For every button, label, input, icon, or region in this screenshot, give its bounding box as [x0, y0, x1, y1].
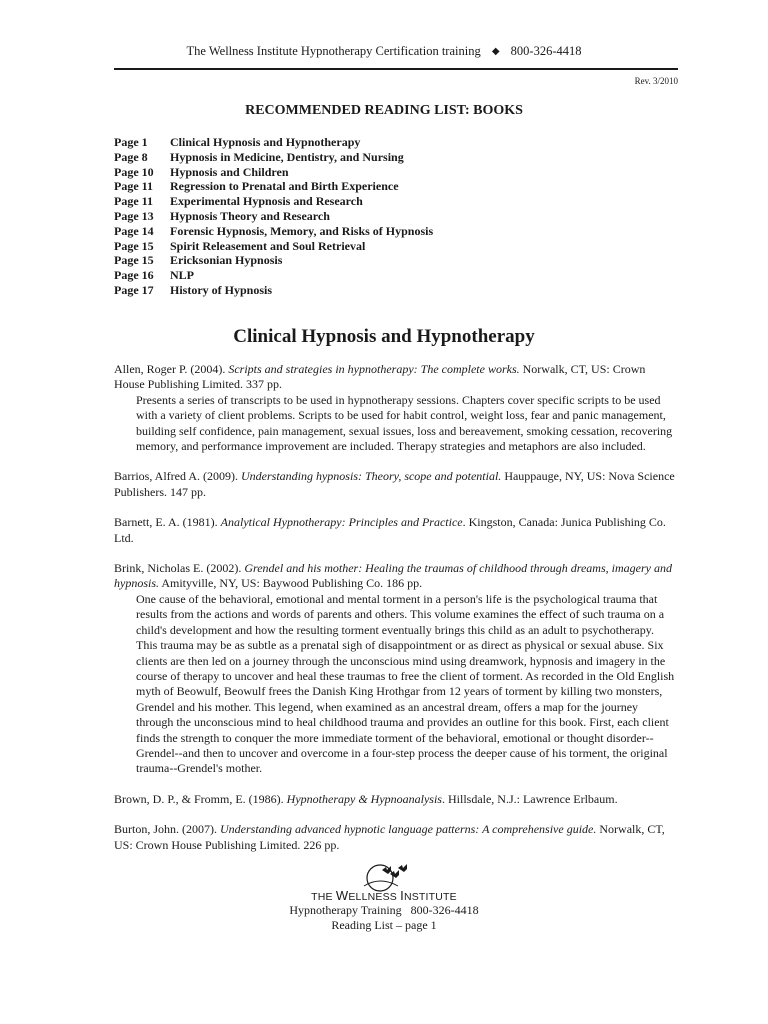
citation-publisher: . Hillsdale, N.J.: Lawrence Erlbaum.: [441, 791, 618, 806]
toc-row: [114, 165, 433, 180]
header-rule: [114, 68, 678, 70]
citation-title: Grendel and his mother: Healing the traumas of childhood through dreams, imagery and hypnosis.: [114, 561, 672, 591]
toc-row: [114, 135, 433, 150]
section-heading: Clinical Hypnosis and Hypnotherapy: [233, 326, 535, 347]
header-text: The Wellness Institute Hypnotherapy Certification training: [186, 44, 481, 58]
citation-title: Understanding advanced hypnotic language patterns: A comprehensive guide.: [220, 822, 597, 837]
footer-contact: Hypnotherapy Training 800-326-4418: [289, 903, 479, 917]
logo-initial-i: I: [400, 888, 404, 903]
citation-title: Understanding hypnosis: Theory, scope and potential.: [240, 469, 502, 484]
citation: [114, 515, 676, 546]
toc-topic: NLP: [170, 268, 194, 283]
toc-topic: Clinical Hypnosis and Hypnotherapy: [170, 135, 361, 149]
page-title: RECOMMENDED READING LIST: BOOKS: [245, 103, 523, 118]
citation-author: Barrios, Alfred A. (2009).: [114, 469, 241, 484]
toc-page: Page 1: [114, 135, 148, 149]
citation-publisher: Norwalk, CT, US: Crown House Publishing Limited. 337 pp.: [114, 362, 646, 392]
toc-topic: Experimental Hypnosis and Research: [170, 194, 363, 209]
toc-row: [114, 150, 433, 165]
logo-word-ellness: ELLNESS: [348, 891, 401, 903]
toc-row: [114, 179, 433, 194]
bibliography-entry: [114, 469, 676, 500]
revision-label: Rev. 3/2010: [634, 76, 678, 86]
citation-publisher: Norwalk, CT, US: Crown House Publishing Limited. 226 pp.: [114, 822, 665, 852]
toc-page: Page 10: [114, 164, 154, 179]
citation-title: Scripts and strategies in hypnotherapy: The complete works.: [228, 362, 520, 376]
toc-page: Page 11: [114, 194, 153, 209]
citation: [114, 469, 676, 500]
toc-page: Page 14: [114, 223, 154, 238]
toc-page: Page 17: [114, 282, 154, 297]
logo-initial-w: W: [335, 888, 349, 903]
toc-row: [114, 224, 433, 239]
page-footer: [0, 856, 768, 933]
logo-word-the: THE: [311, 891, 336, 903]
table-of-contents: [114, 135, 433, 298]
bibliography-entry: [114, 362, 676, 454]
toc-page: Page 11: [114, 179, 153, 194]
citation: [114, 792, 676, 807]
entry-description: One cause of the behavioral, emotional and mental torment in a person's life is the psychological trauma that results from the actions and words of parents and others. This volume examines the effect of such trauma on a child's development and how the resulting torment eventually brings this child as an adult to psychotherapy. This trauma may be as subtle as a prenatal sigh of disappointment or as direct as physical or sexual abuse. Six clients are then led on a journey through the unconscious mind using dreamwork, hypnosis and imagery in the course of therapy to uncover and heal these traumas to free the client of torment. As recorded in the Old English myth of Beowulf, Beowulf frees the Danish King Hrothgar from 12 years of torment by killing two monsters, Grendel and his mother. This legend, when examined as an ancestral dream, offers a map for the journey through the unconscious mind to heal childhood trauma and provides an outline for this book. First, each client finds the strength to conquer the more immediate torment of the behavioral, emotional or thought disorder--Grendel--and then to uncover and overcome in a four-step process the deeper cause of his torment, the original trauma--Grendel's mother.: [136, 591, 675, 776]
citation: [114, 822, 676, 853]
toc-topic: Ericksonian Hypnosis: [170, 253, 283, 268]
citation-author: Brown, D. P., & Fromm, E. (1986).: [114, 791, 287, 806]
bibliography-entry: [114, 561, 676, 777]
citation-publisher: Hauppauge, NY, US: Nova Science Publishers. 147 pp.: [114, 469, 675, 499]
citation: [114, 362, 676, 393]
footer-page-label: Reading List – page 1: [331, 918, 437, 932]
toc-topic: Hypnosis in Medicine, Dentistry, and Nursing: [170, 149, 404, 164]
entry-description: Presents a series of transcripts to be used in hypnotherapy sessions. Chapters cover specific scripts to be used with a variety of client problems. Scripts to be used for habit control, weight loss, fear and panic management, building self confidence, pain management, sexual issues, loss and bereavement, smoking cessation, recovering memory, and performance improvement are included. Therapy strategies and metaphors are also included.: [136, 392, 673, 454]
toc-row: [114, 239, 433, 254]
citation-author: Allen, Roger P. (2004).: [114, 362, 229, 376]
citation-publisher: . Kingston, Canada: Junica Publishing Co. Ltd.: [114, 515, 666, 545]
citation-author: Barnett, E. A. (1981).: [114, 515, 221, 530]
toc-page: Page 15: [114, 253, 154, 268]
citation: [114, 561, 676, 592]
citation-author: Brink, Nicholas E. (2002).: [114, 561, 245, 576]
toc-topic: Forensic Hypnosis, Memory, and Risks of Hypnosis: [170, 223, 434, 238]
toc-row: [114, 253, 433, 268]
toc-topic: Spirit Releasement and Soul Retrieval: [170, 238, 366, 253]
toc-topic: History of Hypnosis: [170, 282, 273, 297]
toc-page: Page 13: [114, 208, 154, 223]
wellness-institute-logo-icon: [354, 856, 414, 892]
toc-topic: Hypnosis Theory and Research: [170, 208, 330, 223]
bibliography-entry: [114, 822, 676, 853]
bibliography-entry: [114, 515, 676, 546]
bibliography: [114, 362, 676, 868]
citation-author: Burton, John. (2007).: [114, 822, 220, 837]
citation-title: Analytical Hypnotherapy: Principles and Practice: [220, 515, 463, 530]
toc-row: [114, 209, 433, 224]
logo-word-nstitute: NSTITUTE: [403, 891, 457, 903]
toc-row: [114, 194, 433, 209]
bibliography-entry: [114, 792, 676, 807]
toc-row: [114, 283, 433, 298]
citation-publisher: Amityville, NY, US: Baywood Publishing Co. 186 pp.: [159, 576, 423, 591]
toc-page: Page 16: [114, 268, 154, 283]
logo-wordmark: [0, 888, 768, 903]
diamond-icon: ◆: [491, 46, 500, 57]
citation-title: Hypnotherapy & Hypnoanalysis: [286, 791, 442, 806]
toc-page: Page 8: [114, 149, 148, 164]
page-header: [0, 44, 768, 59]
toc-row: [114, 268, 433, 283]
toc-page: Page 15: [114, 238, 154, 253]
toc-topic: Regression to Prenatal and Birth Experience: [170, 179, 399, 194]
toc-topic: Hypnosis and Children: [170, 164, 289, 179]
header-phone: 800-326-4418: [510, 44, 582, 58]
